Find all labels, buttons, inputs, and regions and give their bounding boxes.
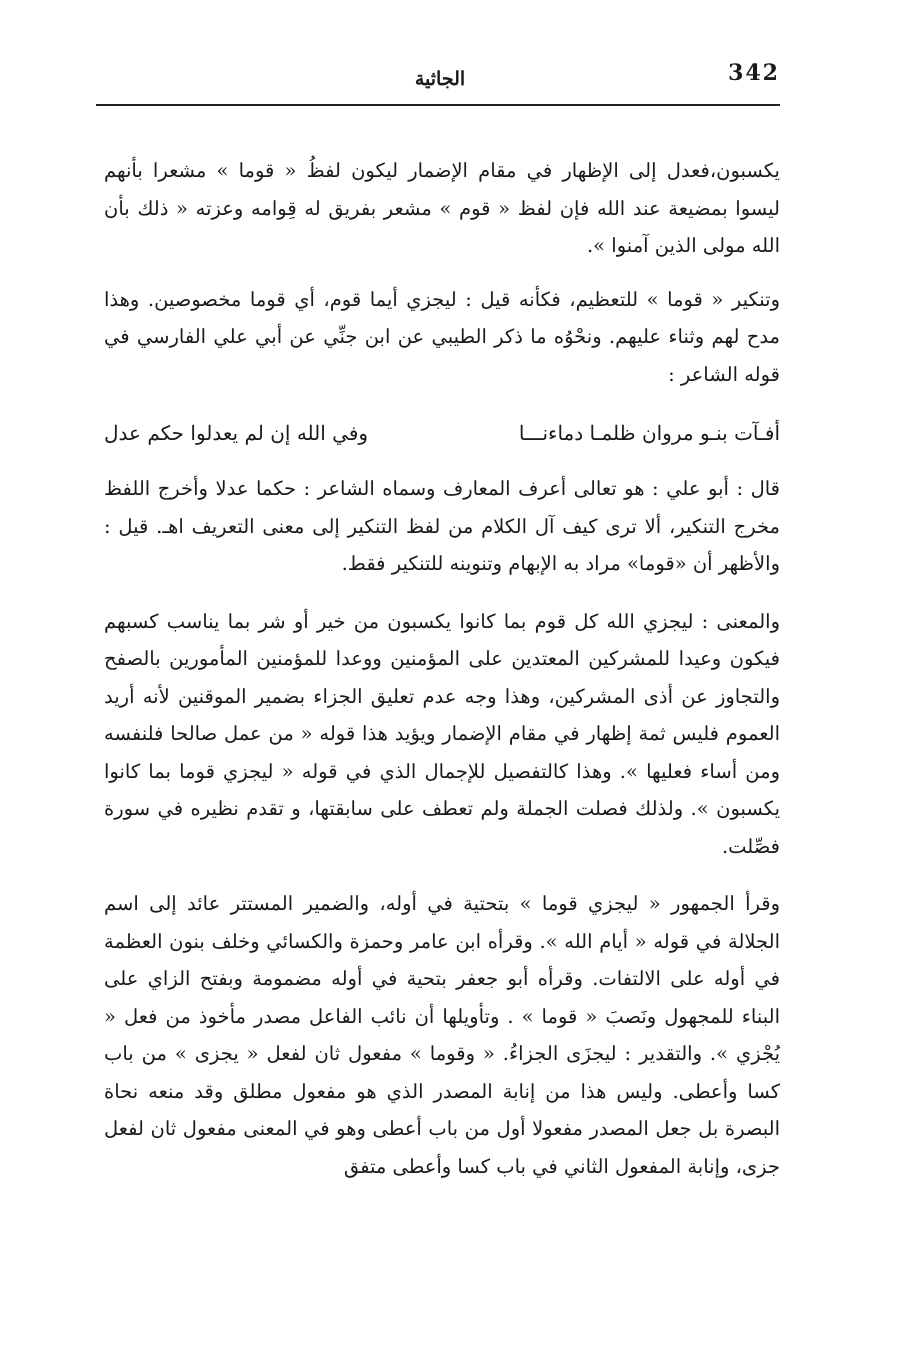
body-text bbox=[104, 152, 780, 1185]
paragraph-5: وقرأ الجمهور « ليجزي قوما » بتحتية في أوله، والضمير المستتر عائد إلى اسم الجلالة في قوله « أيام الله ». وقرأه ابن عامر وحمزة والكسائي وخلف بنون العظمة في أوله على الالتفات. وقرأه أبو جعفر بتحية في أوله مضمومة وبفتح الزاي على البناء للمجهول ونَصبَ « قوما » . وتأويلها أن نائب الفاعل مصدر مأخوذ من فعل « يُجْزي ». والتقدير : ليجزَى الجزاءُ. « وقوما » مفعول ثان لفعل « يجزى » من باب كسا وأعطى. وليس هذا من إنابة المصدر الذي هو مفعول مطلق وقد منعه نحاة البصرة بل جعل المصدر مفعولا أول من باب أعطى وهو في المعنى مفعول ثان لفعل جزى، وإنابة المفعول الثاني في باب كسا وأعطى متفق bbox=[104, 892, 780, 1178]
verse-second-hemistich: وفي الله إن لم يعدلوا حكم عدل bbox=[104, 421, 369, 445]
verse-first-hemistich: أفـآت بنـو مروان ظلمـا دماءنـــا bbox=[518, 421, 780, 445]
header-divider bbox=[96, 104, 780, 106]
paragraph-2: وتنكير « قوما » للتعظيم، فكأنه قيل : ليجزي أيما قوم، أي قوما مخصوصين. وهذا مدح لهم وثناء عليهم. ونحْوُه ما ذكر الطيبي عن ابن جنِّي عن أبي علي الفارسي في قوله الشاعر : bbox=[104, 287, 780, 386]
page-header bbox=[100, 50, 780, 98]
running-title: الجاثية bbox=[414, 68, 466, 90]
page-number: 342 bbox=[728, 60, 780, 86]
paragraph-4: والمعنى : ليجزي الله كل قوم بما كانوا يكسبون من خير أو شر بما يناسب كسبهم فيكون وعيدا للمشركين المعتدين على المؤمنين ووعدا للمؤمنين المأمورين بالصفح والتجاوز عن أذى المشركين، وهذا وجه عدم تعليق الجزاء بضمير الموقنين لأنه أريد العموم فليس ثمة إظهار في مقام الإضمار ويؤيد هذا قوله « من عمل صالحا فلنفسه ومن أساء فعليها ». وهذا كالتفصيل للإجمال الذي في قوله « ليجزي قوما بما كانوا يكسبون ». ولذلك فصلت الجملة ولم تعطف على سابقتها، و تقدم نظيره في سورة فصِّلت. bbox=[104, 609, 780, 858]
paragraph-3: قال : أبو علي : هو تعالى أعرف المعارف وسماه الشاعر : حكما عدلا وأخرج اللفظ مخرج التنكير، ألا ترى كيف آل الكلام من لفظ التنكير إلى معنى التعريف اهـ. قيل : والأظهر أن «قوما» مراد به الإبهام وتنوينه للتنكير فقط. bbox=[104, 477, 780, 575]
poetry-verse bbox=[104, 415, 780, 452]
paragraph-1: يكسبون،فعدل إلى الإظهار في مقام الإضمار ليكون لفظُ « قوما » مشعرا بأنهم ليسوا بمضيعة عند الله فإن لفظ « قوم » مشعر بفريق له قِوامه وعزته « ذلك بأن الله مولى الذين آمنوا ». bbox=[104, 159, 780, 257]
